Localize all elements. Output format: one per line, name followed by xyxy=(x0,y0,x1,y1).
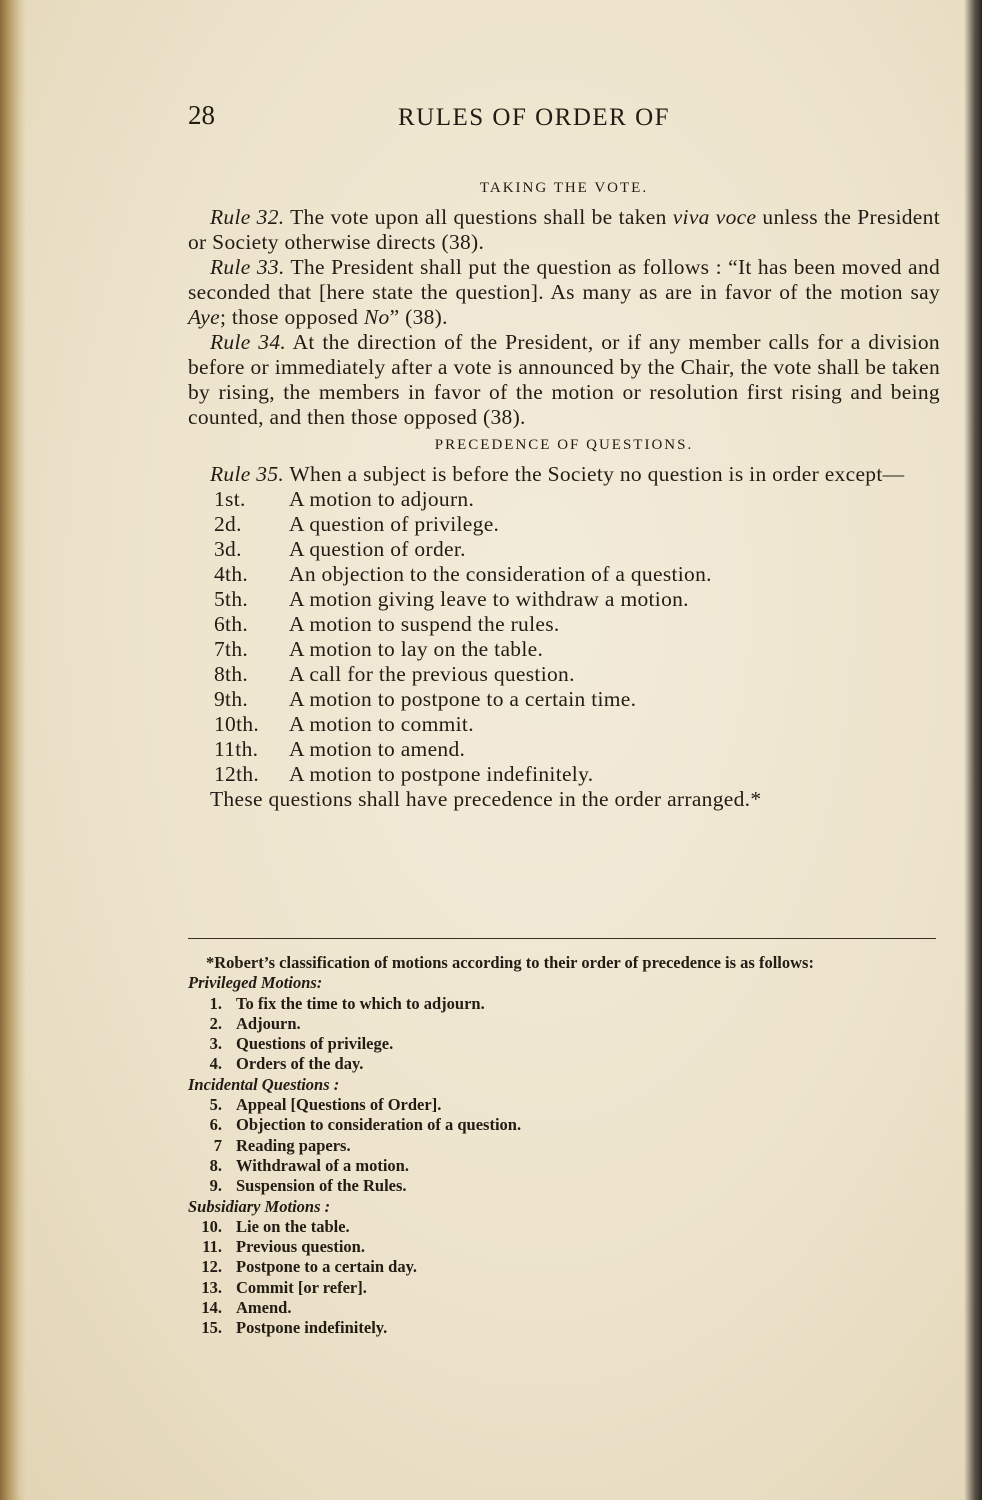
footnote-item xyxy=(188,1318,940,1338)
footnote xyxy=(188,953,940,1339)
footnote-item-text: Postpone indefinitely. xyxy=(236,1318,388,1338)
footnote-category-label: Privileged Motions: xyxy=(188,973,323,993)
precedence-item-number: 4th. xyxy=(214,562,249,586)
footnote-item-number: 10. xyxy=(201,1216,222,1236)
footnote-item-text: Questions of privilege. xyxy=(236,1034,394,1054)
footnote-divider xyxy=(188,938,936,939)
rule-33 xyxy=(188,255,940,330)
precedence-item-text: A motion to commit. xyxy=(289,712,474,736)
precedence-item-text: A question of privilege. xyxy=(289,512,500,536)
precedence-item-number: 2d. xyxy=(214,512,242,536)
precedence-item xyxy=(188,737,940,762)
running-head: RULES OF ORDER OF xyxy=(398,104,671,131)
footnote-categories xyxy=(188,973,940,1338)
footnote-item-text: Suspension of the Rules. xyxy=(236,1176,407,1196)
precedence-item-text: A motion giving leave to withdraw a motion. xyxy=(289,587,689,611)
precedence-item-number: 12th. xyxy=(214,762,260,786)
footnote-item-text: Amend. xyxy=(236,1298,292,1318)
footnote-item xyxy=(188,1298,940,1318)
footnote-item-text: To fix the time to which to adjourn. xyxy=(236,993,485,1013)
precedence-item xyxy=(188,487,940,512)
rule-32-text-b: unless the President or Society otherwise directs (38). xyxy=(188,205,940,254)
footnote-item xyxy=(188,1034,940,1054)
footnote-item-number: 15. xyxy=(201,1318,222,1338)
precedence-item-text: A motion to postpone indefinitely. xyxy=(289,762,594,786)
footnote-item xyxy=(188,1176,940,1196)
footnote-category-list xyxy=(188,1217,940,1339)
precedence-item-text: A motion to amend. xyxy=(289,737,466,761)
footnote-item-number: 9. xyxy=(209,1176,222,1196)
rule-33-text-a: The President shall put the question as follows : “It has been moved and seconded that [here state the question]. As many as are in favor of the motion say xyxy=(188,255,940,304)
section-heading-taking-the-vote: TAKING THE VOTE. xyxy=(479,180,649,196)
page-edge-shadow xyxy=(964,0,982,1500)
precedence-item-number: 9th. xyxy=(214,687,249,711)
footnote-item-number: 3. xyxy=(209,1034,222,1054)
body-text xyxy=(188,176,940,812)
rule-34 xyxy=(188,330,940,430)
footnote-item xyxy=(188,1237,940,1257)
precedence-item-text: An objection to the consideration of a question. xyxy=(289,562,712,586)
footnote-item-number: 14. xyxy=(201,1298,222,1318)
section-heading-precedence: PRECEDENCE OF QUESTIONS. xyxy=(434,437,694,453)
precedence-item-number: 1st. xyxy=(214,487,246,511)
rule-33-no: No xyxy=(363,305,390,329)
precedence-item-text: A question of order. xyxy=(289,537,466,561)
precedence-item-text: A motion to postpone to a certain time. xyxy=(289,687,637,711)
footnote-item-text: Orders of the day. xyxy=(236,1054,364,1074)
footnote-item-text: Postpone to a certain day. xyxy=(236,1257,418,1277)
precedence-item-text: A motion to lay on the table. xyxy=(289,637,544,661)
rule-35 xyxy=(188,462,940,487)
precedence-item-number: 6th. xyxy=(214,612,249,636)
precedence-item-text: A motion to suspend the rules. xyxy=(289,612,560,636)
footnote-item-text: Lie on the table. xyxy=(236,1216,350,1236)
precedence-item-text: A call for the previous question. xyxy=(289,662,575,686)
footnote-item-number: 12. xyxy=(201,1257,222,1277)
footnote-item-text: Commit [or refer]. xyxy=(236,1277,367,1297)
rule-35-label: Rule 35. xyxy=(210,462,285,486)
footnote-item xyxy=(188,1156,940,1176)
rule-34-label: Rule 34. xyxy=(210,330,287,354)
page-header xyxy=(188,100,940,140)
precedence-item-number: 3d. xyxy=(214,537,242,561)
precedence-item xyxy=(188,562,940,587)
rule-33-aye: Aye xyxy=(188,305,220,329)
footnote-category-label: Incidental Questions : xyxy=(188,1074,340,1094)
footnote-item xyxy=(188,1115,940,1135)
precedence-list xyxy=(188,487,940,787)
footnote-item xyxy=(188,1217,940,1237)
footnote-item-number: 11. xyxy=(202,1237,222,1257)
footnote-item xyxy=(188,1136,940,1156)
rule-32 xyxy=(188,205,940,255)
footnote-item xyxy=(188,1095,940,1115)
footnote-category-list xyxy=(188,1095,940,1196)
footnote-item-number: 7 xyxy=(213,1135,222,1155)
precedence-item-number: 5th. xyxy=(214,587,249,611)
precedence-item-number: 8th. xyxy=(214,662,249,686)
precedence-item xyxy=(188,612,940,637)
precedence-item-number: 10th. xyxy=(214,712,260,736)
footnote-item-number: 5. xyxy=(209,1095,222,1115)
footnote-item xyxy=(188,1014,940,1034)
precedence-item xyxy=(188,712,940,737)
footnote-item-text: Adjourn. xyxy=(236,1013,301,1033)
rule-33-text-c: ” (38). xyxy=(389,305,448,329)
footnote-item-text: Reading papers. xyxy=(236,1135,351,1155)
footnote-item xyxy=(188,1054,940,1074)
precedence-item xyxy=(188,762,940,787)
footnote-item-number: 4. xyxy=(209,1054,222,1074)
precedence-item xyxy=(188,587,940,612)
rule-34-text: At the direction of the President, or if any member calls for a division before or immediately after a vote is announced by the Chair, the vote shall be taken by rising, the members in favor of the motion or resolution first rising and being counted, and then those opposed (38). xyxy=(188,330,940,429)
footnote-category-label: Subsidiary Motions : xyxy=(188,1196,331,1216)
footnote-item-number: 1. xyxy=(209,993,222,1013)
footnote-item xyxy=(188,1257,940,1277)
footnote-category-list xyxy=(188,994,940,1075)
precedence-item xyxy=(188,662,940,687)
precedence-item xyxy=(188,687,940,712)
footnote-item xyxy=(188,1278,940,1298)
footnote-item-text: Previous question. xyxy=(236,1237,365,1257)
footnote-item-text: Withdrawal of a motion. xyxy=(236,1155,409,1175)
rule-35-text: When a subject is before the Society no question is in order except— xyxy=(284,462,905,486)
rule-33-text-b: ; those opposed xyxy=(219,305,364,329)
precedence-item xyxy=(188,637,940,662)
rule-32-text-a: The vote upon all questions shall be taken xyxy=(284,205,673,229)
precedence-item-number: 11th. xyxy=(214,737,259,761)
footnote-item-number: 6. xyxy=(209,1115,222,1135)
footnote-intro: *Robert’s classification of motions according to their order of precedence is as follows: xyxy=(206,953,814,972)
rule-32-italic: viva voce xyxy=(672,205,757,229)
book-spine-shadow xyxy=(0,0,26,1500)
precedence-closing: These questions shall have precedence in the order arranged.* xyxy=(210,787,762,811)
rule-32-label: Rule 32. xyxy=(210,205,285,229)
precedence-item xyxy=(188,512,940,537)
footnote-item-number: 2. xyxy=(209,1013,222,1033)
rule-33-label: Rule 33. xyxy=(210,255,285,279)
precedence-item-text: A motion to adjourn. xyxy=(289,487,475,511)
footnote-item-number: 8. xyxy=(209,1155,222,1175)
precedence-item xyxy=(188,537,940,562)
footnote-item xyxy=(188,994,940,1014)
footnote-item-text: Objection to consideration of a question. xyxy=(236,1115,522,1135)
precedence-item-number: 7th. xyxy=(214,637,249,661)
page-number: 28 xyxy=(188,100,215,130)
footnote-item-number: 13. xyxy=(201,1277,222,1297)
footnote-item-text: Appeal [Questions of Order]. xyxy=(236,1095,442,1115)
